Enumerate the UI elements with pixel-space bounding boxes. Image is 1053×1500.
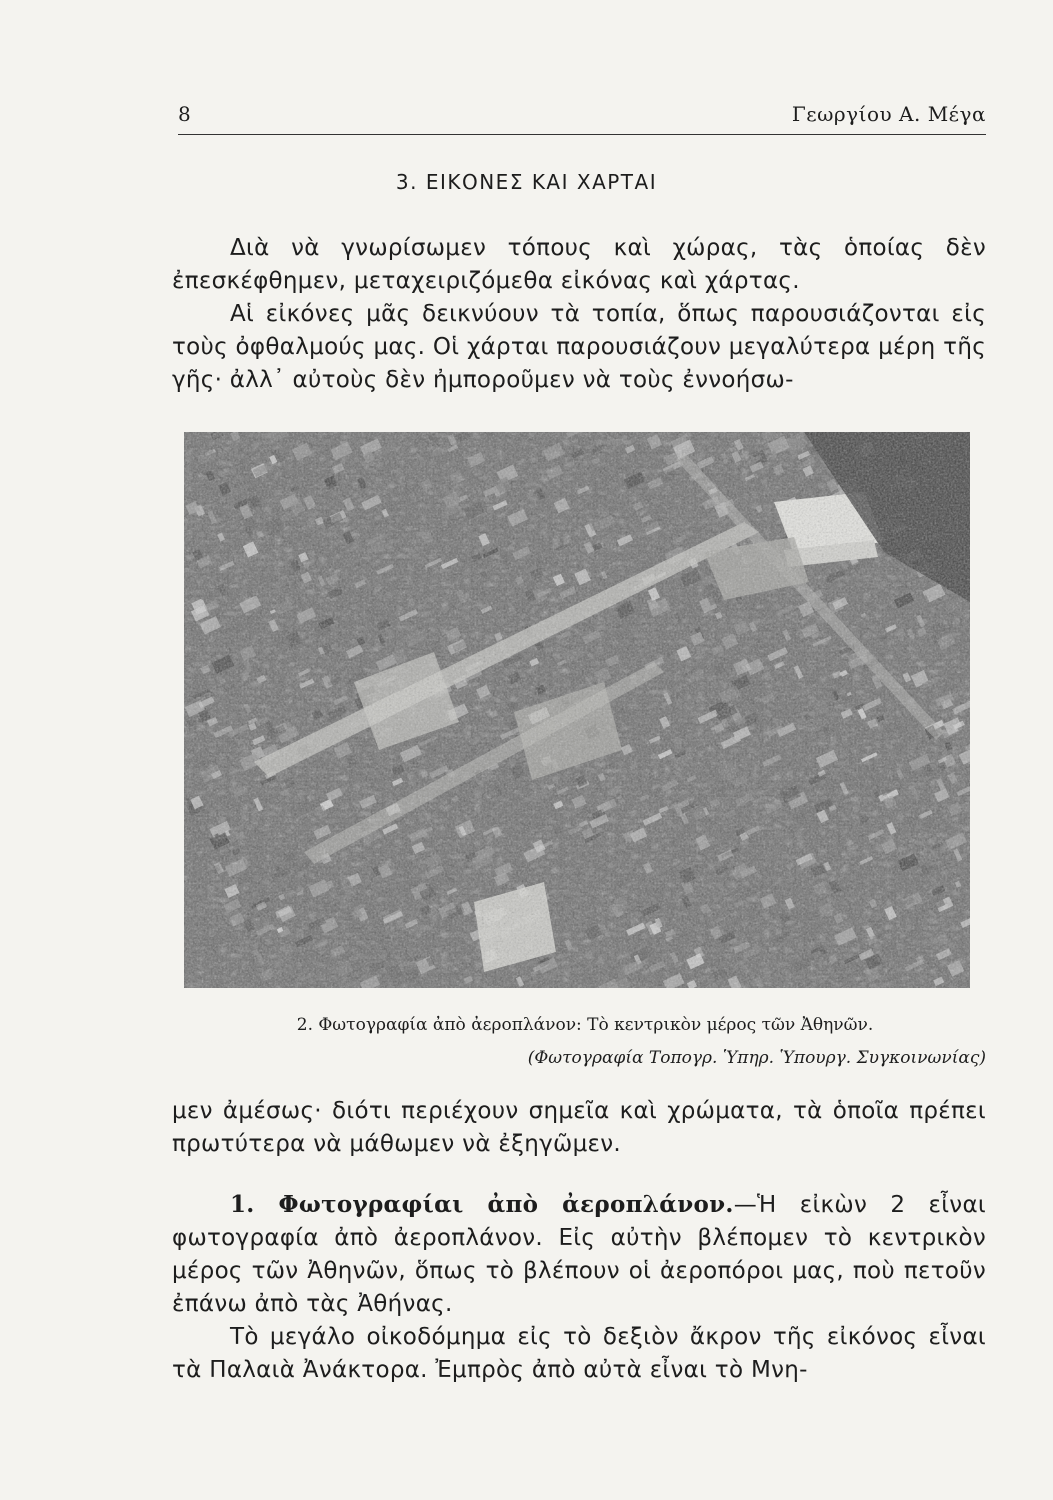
running-header	[178, 98, 986, 135]
figure-caption: 2. Φωτογραφία ἀπὸ ἀεροπλάνον: Τὸ κεντρικὸν μέρος τῶν Ἀθηνῶν.	[296, 1015, 874, 1035]
continuation-paragraph: μεν ἀμέσως· διότι περιέχουν σημεῖα καὶ χρώματα, τὰ ὁποῖα πρέπει πρωτύτερα νὰ μάθωμεν νὰ ἐξηγῶμεν.	[172, 1098, 986, 1157]
subsection-paragraph-2: Τὸ μεγάλο οἰκοδόμημα εἰς τὸ δεξιὸν ἄκρον τῆς εἰκόνος εἶναι τὰ Παλαιὰ Ἀνάκτορα. Ἐμπρὸς ἀπὸ αὐτὰ εἶναι τὸ Μνη-	[172, 1324, 986, 1383]
figure-credit: (Φωτογραφία Τοπογρ. Ὑπηρ. Ὑπουργ. Συγκοινωνίας)	[527, 1048, 986, 1068]
page-number: 8	[178, 102, 191, 126]
intro-paragraph-2: Αἱ εἰκόνες μᾶς δεικνύουν τὰ τοπία, ὅπως παρουσιάζονται εἰς τοὺς ὀφθαλμούς μας. Οἱ χάρται παρουσιάζουν μεγαλύτερα μέρη τῆς γῆς· ἀλλ᾽ αὐτοὺς δὲν ἠμποροῦμεν νὰ τοὺς ἐννοήσω-	[172, 301, 986, 393]
subsection-title: 1. Φωτογραφίαι ἀπὸ ἀεροπλάνον.	[230, 1191, 734, 1218]
subsection-paragraph-1-body: —Ἡ εἰκὼν 2 εἶναι φωτογραφία ἀπὸ ἀεροπλάνον. Εἰς αὐτὴν βλέπομεν τὸ κεντρικὸν μέρος τῶν Ἀθηνῶν, ὅπως τὸ βλέπουν οἱ ἀεροπόροι μας, ποὺ πετοῦν ἐπάνω ἀπὸ τὰς Ἀθήνας.	[172, 1192, 986, 1317]
intro-text	[172, 232, 986, 397]
section-heading: 3. ΕΙΚΟΝΕΣ ΚΑΙ ΧΑΡΤΑΙ	[395, 170, 658, 194]
aerial-photo-athens	[184, 432, 970, 988]
intro-paragraph-1: Διὰ νὰ γνωρίσωμεν τόπους καὶ χώρας, τὰς ὁποίας δὲν ἐπεσκέφθημεν, μεταχειριζόμεθα εἰκόνας καὶ χάρτας.	[172, 235, 986, 294]
continuation-text	[172, 1095, 986, 1161]
running-title: Γεωργίου Α. Μέγα	[791, 102, 986, 126]
subsection-paragraph-1	[172, 1188, 986, 1321]
subsection-text	[172, 1188, 986, 1387]
